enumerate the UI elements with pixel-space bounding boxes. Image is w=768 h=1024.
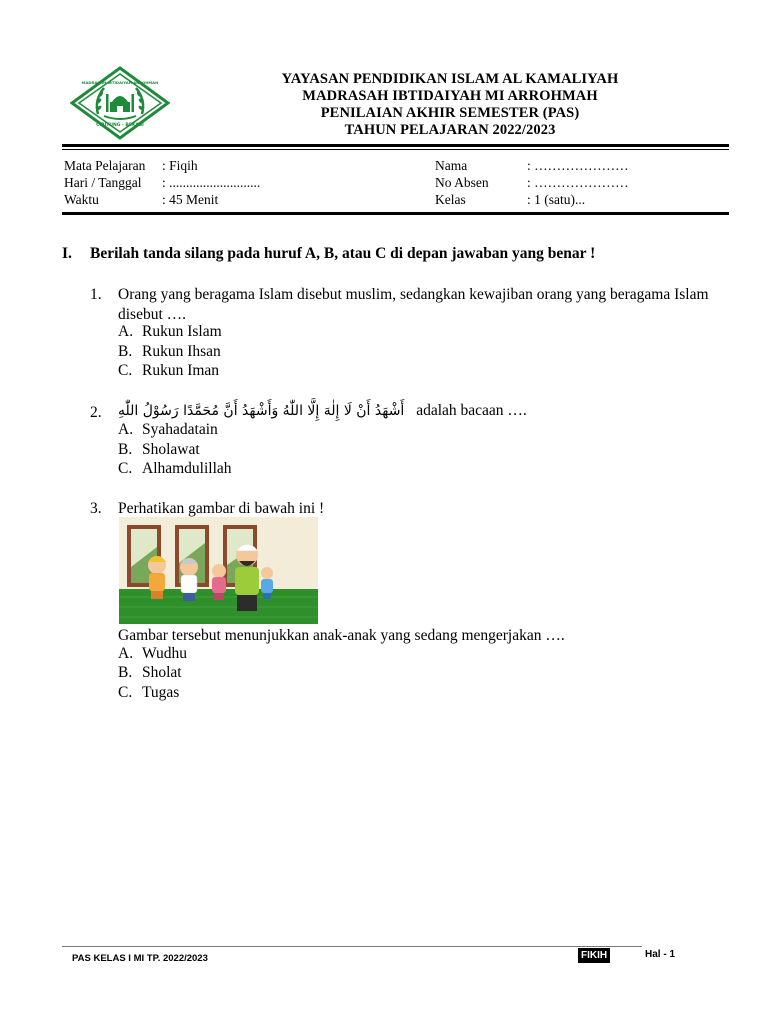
- praying-children-illustration: [119, 517, 318, 624]
- question-2-text-row: [118, 401, 527, 422]
- footer-subject-badge: FIKIH: [578, 948, 610, 963]
- question-2-option-c: [118, 460, 232, 478]
- question-3-option-a: [118, 645, 187, 663]
- option-letter: A.: [118, 645, 134, 662]
- time-label: Waktu: [64, 192, 99, 207]
- imam-figure: [235, 544, 259, 611]
- option-letter: C.: [118, 460, 133, 477]
- option-letter: B.: [118, 664, 133, 681]
- question-1-option-c: [118, 362, 219, 380]
- school-header: [200, 71, 700, 139]
- option-text: Rukun Islam: [142, 323, 222, 340]
- question-2-text: adalah bacaan ….: [416, 402, 527, 419]
- option-text: Sholawat: [142, 441, 200, 458]
- school-logo: [70, 66, 170, 140]
- footer-divider: [62, 946, 642, 947]
- option-letter: B.: [118, 343, 133, 360]
- time-value: : 45 Menit: [162, 192, 219, 207]
- header-divider-thin: [62, 149, 729, 150]
- question-3-option-b: [118, 664, 182, 682]
- option-text: Syahadatain: [142, 421, 218, 438]
- footer-page-number: Hal - 1: [645, 949, 676, 960]
- academic-year: TAHUN PELAJARAN 2022/2023: [344, 122, 556, 138]
- date-label: Hari / Tanggal: [64, 175, 142, 190]
- logo-caption: CIBITUNG - BEKASI: [96, 123, 144, 128]
- option-text: Wudhu: [142, 645, 188, 662]
- info-divider: [62, 212, 729, 215]
- absen-label: No Absen: [435, 175, 489, 190]
- school-name: MADRASAH IBTIDAIYAH MI ARROHMAH: [302, 88, 598, 104]
- class-value: : 1 (satu)...: [527, 192, 586, 207]
- class-label: Kelas: [435, 192, 466, 207]
- question-3-text: Perhatikan gambar di bawah ini !: [118, 500, 325, 517]
- question-1-option-a: [118, 323, 222, 341]
- name-label: Nama: [435, 158, 468, 173]
- question-2-option-b: [118, 441, 200, 459]
- section-number: I.: [62, 245, 72, 262]
- date-value: : ...........................: [162, 175, 261, 190]
- question-1-number: 1.: [90, 286, 102, 303]
- option-letter: C.: [118, 684, 133, 701]
- child-figure: [212, 564, 226, 600]
- option-letter: A.: [118, 323, 134, 340]
- option-text: Sholat: [142, 664, 182, 681]
- option-letter: A.: [118, 421, 134, 438]
- question-2-option-a: [118, 421, 218, 439]
- footer-exam-info: PAS KELAS I MI TP. 2022/2023: [72, 953, 208, 964]
- absen-field: : …………………: [527, 175, 629, 190]
- foundation-name: YAYASAN PENDIDIKAN ISLAM AL KAMALIYAH: [281, 71, 619, 87]
- question-3-option-c: [118, 684, 179, 702]
- exam-name: PENILAIAN AKHIR SEMESTER (PAS): [320, 105, 580, 121]
- question-3-number: 3.: [90, 500, 102, 517]
- option-text: Rukun Ihsan: [142, 343, 221, 360]
- name-field: : …………………: [527, 158, 629, 173]
- section-instruction: [62, 245, 595, 263]
- subject-value: : Fiqih: [162, 158, 198, 173]
- option-text: Rukun Iman: [142, 362, 220, 379]
- option-text: Tugas: [142, 684, 180, 701]
- header-divider: [62, 144, 729, 147]
- option-letter: C.: [118, 362, 133, 379]
- option-text: Alhamdulillah: [142, 460, 232, 477]
- subject-label: Mata Pelajaran: [64, 158, 146, 173]
- question-1-text: Orang yang beragama Islam disebut muslim, sedangkan kewajiban orang yang beragama Islam disebut ….: [118, 286, 709, 323]
- question-2-number: 2.: [90, 404, 102, 421]
- instruction-text: Berilah tanda silang pada huruf A, B, atau C di depan jawaban yang benar !: [90, 245, 596, 262]
- question-3-followup: Gambar tersebut menunjukkan anak-anak yang sedang mengerjakan ….: [118, 627, 565, 644]
- logo-title: MADRASAH IBTIDAIYAH ARROHMAH: [81, 80, 159, 85]
- option-letter: B.: [118, 441, 133, 458]
- shahada-arabic: أَشْهَدُ أَنْ لَا إِلٰهَ إِلَّا اللّٰهُ وَأَشْهَدُ أَنَّ مُحَمَّدًا رَسُوْلُ اللّٰهِ: [118, 403, 405, 419]
- question-1-option-b: [118, 343, 221, 361]
